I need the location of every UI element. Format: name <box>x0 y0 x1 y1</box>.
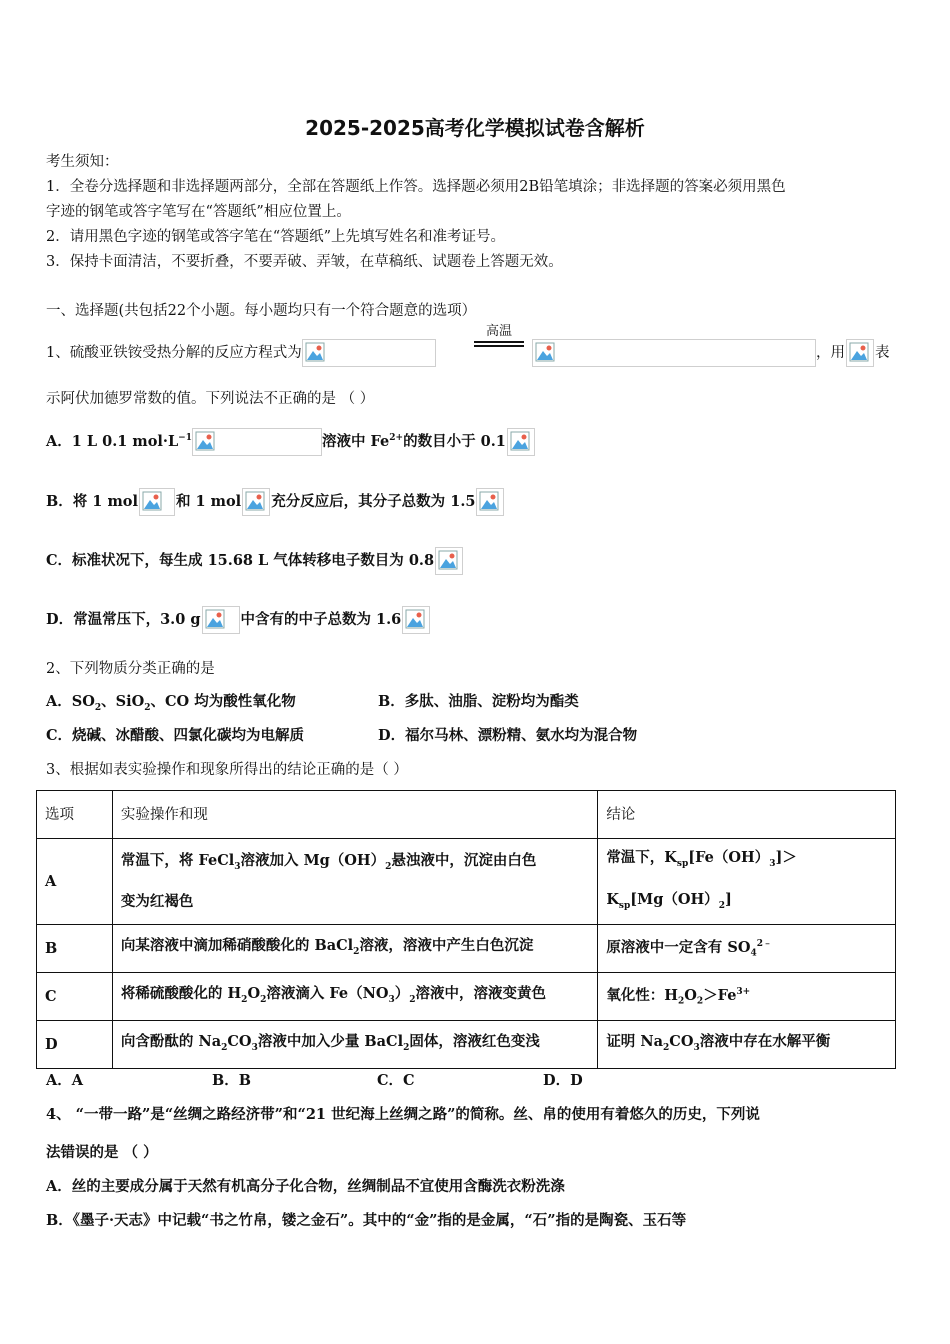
q1-option-b: B．将 1 mol 和 1 mol 充分反应后，其分子总数为 1.5 <box>46 488 505 516</box>
table-header: 选项 <box>37 791 113 839</box>
table-cell-operation: 常温下，将 FeCl$_3$溶液加入 $Mg(OH)_2$悬浊液中，沉淀由白色 变为红褐色 <box>112 839 597 925</box>
broken-image-icon <box>202 606 240 634</box>
q1-stem-c: 表 <box>875 345 890 361</box>
broken-image-icon <box>302 339 436 367</box>
table-row <box>37 925 896 973</box>
q3-choice-d: D．D <box>543 1072 583 1089</box>
q1-stem-d: 示阿伏加德罗常数的值。下列说法不正确的是 （ ） <box>46 391 375 407</box>
broken-image-icon <box>435 547 463 575</box>
q4-option-b: B．《墨子·天志》中记载“书之竹帛，镂之金石”。其中的“金”指的是金属，“石”指的是陶瓷、玉石等 <box>46 1212 687 1229</box>
table-cell-conclusion: 证明 $Na_2CO_3$溶液中存在水解平衡 <box>598 1021 896 1069</box>
table-cell-conclusion: 氧化性：$H_2O_2>Fe^{3+}$ <box>598 973 896 1021</box>
reaction-arrow <box>472 320 526 354</box>
broken-image-icon <box>507 428 535 456</box>
notice-item-1: 1．全卷分选择题和非选择题两部分，全部在答题纸上作答。选择题必须用2B铅笔填涂；非选择题的答案必须用黑色 <box>46 179 786 195</box>
notice-heading: 考生须知： <box>46 154 119 170</box>
q2-option-d: D．福尔马林、漂粉精、氨水均为混合物 <box>378 727 638 744</box>
q3-choice-c: C．C <box>377 1072 415 1089</box>
q2-option-a: A．$SO_2$、SiO$_2$、CO 均为酸性氧化物 <box>46 693 296 713</box>
table-cell-option: C <box>37 973 113 1021</box>
table-header: 结论 <box>598 791 896 839</box>
table-cell-option: A <box>37 839 113 925</box>
q4-stem-b: 法错误的是 （ ） <box>46 1144 158 1161</box>
broken-image-icon <box>242 488 270 516</box>
broken-image-icon <box>476 488 504 516</box>
table-cell-conclusion: 原溶液中一定含有 $SO_4^{2﹣}$ <box>598 925 896 973</box>
q1-option-d: D．常温常压下，3.0 g 中含有的中子总数为 1.6 <box>46 606 431 634</box>
notice-item-2: 2．请用黑色字迹的钢笔或答字笔在“答题纸”上先填写姓名和准考证号。 <box>46 229 506 245</box>
table-row <box>37 1021 896 1069</box>
table-cell-option: D <box>37 1021 113 1069</box>
q4-option-a: A．丝的主要成分属于天然有机高分子化合物，丝绸制品不宜使用含酶洗衣粉洗涤 <box>46 1178 565 1195</box>
notice-item-1-cont: 字迹的钢笔或答字笔写在“答题纸”相应位置上。 <box>46 204 351 220</box>
broken-image-icon <box>846 339 874 367</box>
broken-image-icon <box>532 339 816 367</box>
broken-image-icon <box>402 606 430 634</box>
broken-image-icon <box>139 488 175 516</box>
table-cell-operation: 向某溶液中滴加稀硝酸酸化的 BaCl$_2$溶液，溶液中产生白色沉淀 <box>112 925 597 973</box>
q3-table <box>36 790 896 1069</box>
table-row <box>37 839 896 925</box>
q1-stem-line <box>46 339 436 367</box>
page-title: 2025-2025高考化学模拟试卷含解析 <box>305 116 645 140</box>
table-cell-option: B <box>37 925 113 973</box>
section-heading: 一、选择题(共包括22个小题。每小题均只有一个符合题意的选项） <box>46 303 477 319</box>
q4-stem-a: 4、 “一带一路”是“丝绸之路经济带”和“21 世纪海上丝绸之路”的简称。丝、帛的使用有着悠久的历史，下列说 <box>46 1106 760 1123</box>
q2-option-c: C．烧碱、冰醋酸、四氯化碳均为电解质 <box>46 727 305 744</box>
q3-stem: 3、根据如表实验操作和现象所得出的结论正确的是（ ） <box>46 762 408 778</box>
q1-stem-a: 1、硫酸亚铁铵受热分解的反应方程式为 <box>46 345 302 361</box>
broken-image-icon <box>192 428 322 456</box>
q3-choice-b: B．B <box>212 1072 252 1089</box>
table-cell-conclusion: 常温下，$K_{sp}[Fe(OH)_3]>$ $K_{sp}[Mg(OH)_2]$ <box>598 839 896 925</box>
q1-stem-b: ，用 <box>816 345 845 361</box>
table-cell-operation: 向含酚酞的 $Na_2CO_3$溶液中加入少量 BaCl$_2$固体，溶液红色变浅 <box>112 1021 597 1069</box>
reaction-condition: 高温 <box>485 324 512 339</box>
q1-option-a: A．1 L 0.1 $mol\cdot L^{-1}$ 溶液中 $Fe^{2+}$的数目小于 0.1 <box>46 428 536 456</box>
table-header: 实验操作和现 <box>112 791 597 839</box>
table-header-row <box>37 791 896 839</box>
q2-stem: 2、下列物质分类正确的是 <box>46 661 215 677</box>
table-cell-operation: 将稀硫酸酸化的 $H_2O_2$溶液滴入 $Fe(NO_3)_2$溶液中，溶液变黄色 <box>112 973 597 1021</box>
table-row <box>37 973 896 1021</box>
q3-choice-a: A．A <box>46 1072 84 1089</box>
q1-option-c: C．标准状况下，每生成 15.68 L 气体转移电子数目为 0.8 <box>46 547 464 575</box>
notice-item-3: 3．保持卡面清洁，不要折叠，不要弄破、弄皱，在草稿纸、试题卷上答题无效。 <box>46 254 563 270</box>
q2-option-b: B．多肽、油脂、淀粉均为酯类 <box>378 693 579 710</box>
q1-stem-line-right <box>532 339 890 367</box>
